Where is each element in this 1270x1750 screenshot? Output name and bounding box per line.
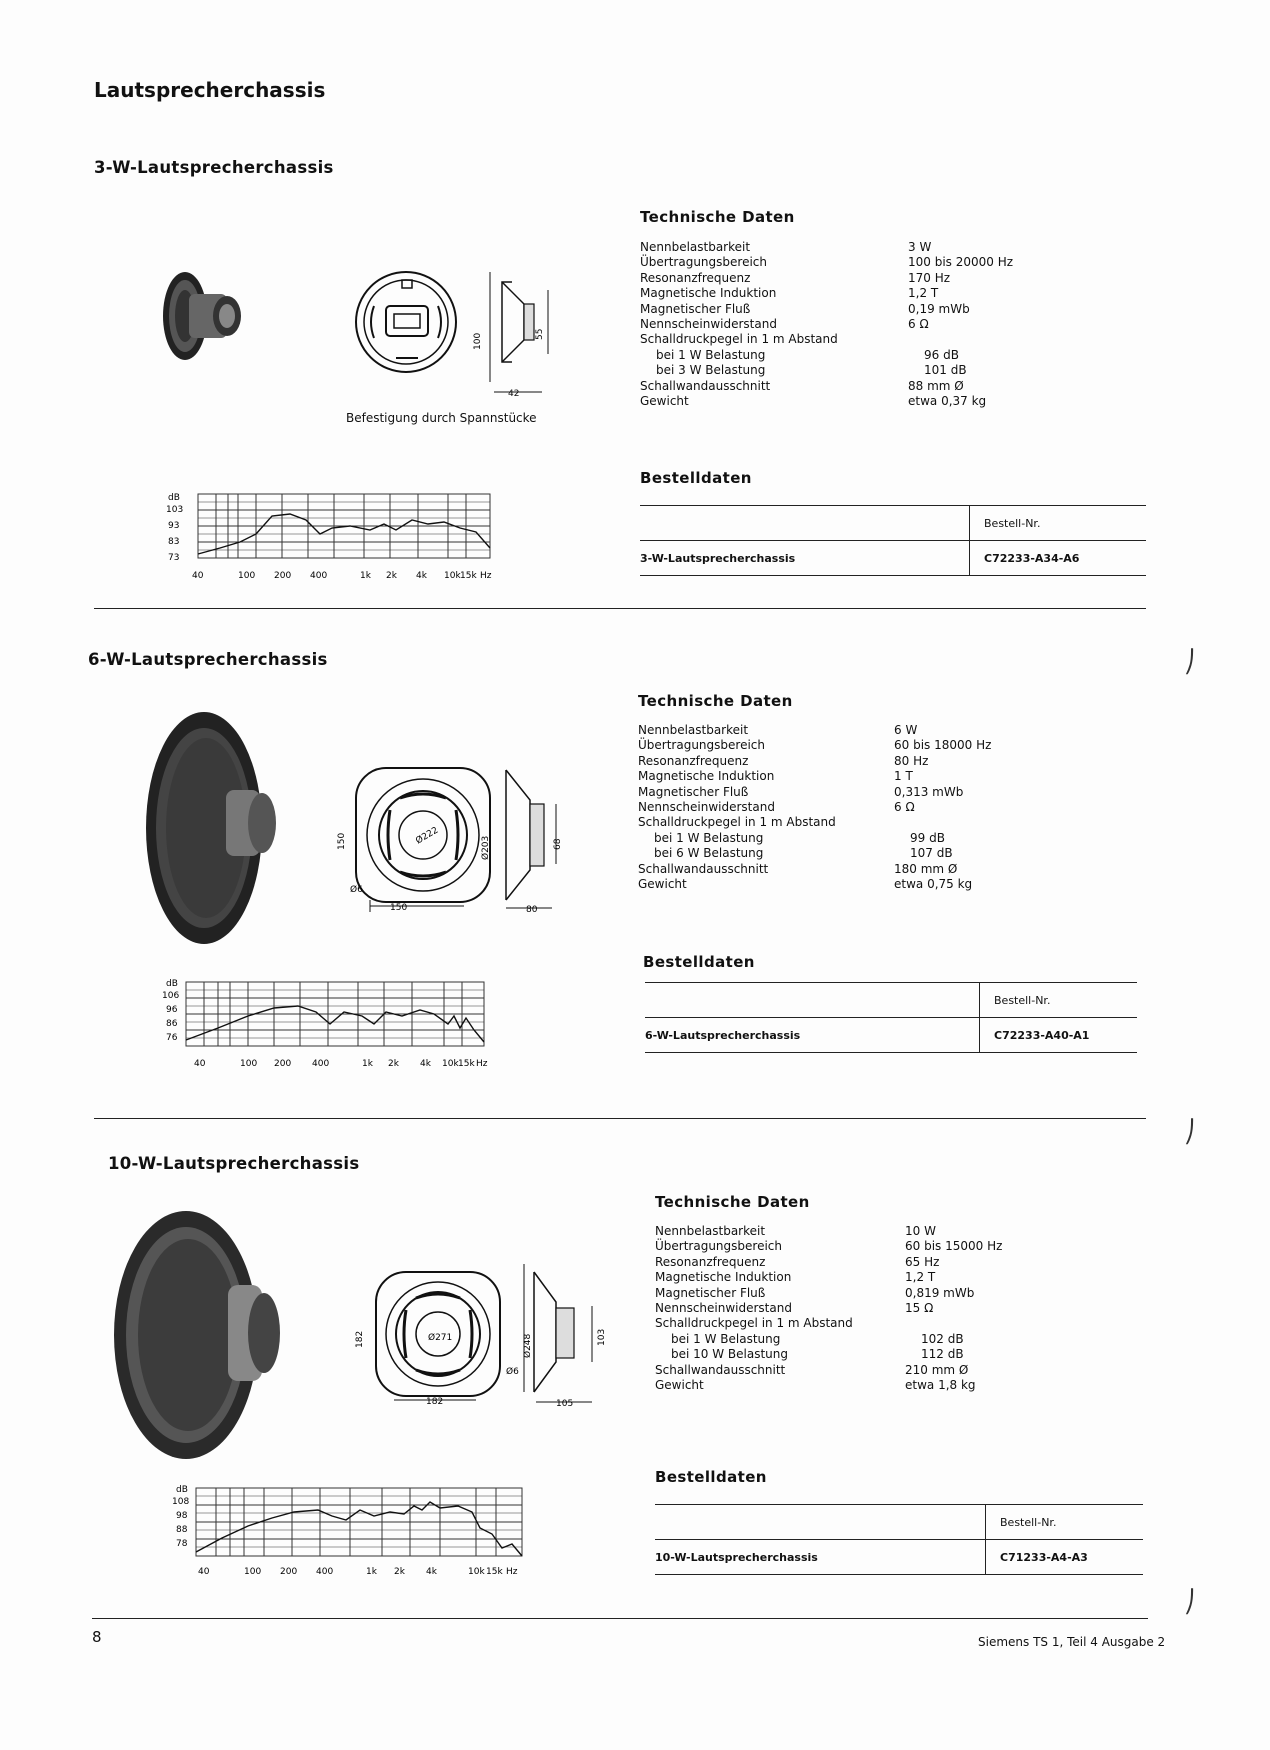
order-heading-10w: Bestelldaten xyxy=(655,1468,767,1486)
dim-105: 105 xyxy=(556,1399,574,1409)
spec-label: bei 1 W Belastung xyxy=(654,830,764,845)
spec-label: bei 3 W Belastung xyxy=(656,363,766,378)
chart-x-tick: 40 xyxy=(198,1567,210,1577)
frequency-response-chart-6w xyxy=(158,976,538,1072)
chart-x-tick: 40 xyxy=(194,1059,206,1069)
chart-x-tick: 10k xyxy=(442,1059,459,1069)
spec-label: Magnetische Induktion xyxy=(640,286,777,301)
speaker-photo-6w xyxy=(140,710,280,950)
spec-value: 101 dB xyxy=(924,363,967,378)
order-number: C72233-A40-A1 xyxy=(980,1018,1138,1053)
spec-value: 112 dB xyxy=(921,1347,964,1362)
dimension-drawing-6w xyxy=(330,760,570,920)
order-number-header: Bestell-Nr. xyxy=(980,983,1138,1018)
chart-x-tick: 10k xyxy=(468,1567,485,1577)
spec-value: 102 dB xyxy=(921,1331,964,1346)
chart-x-tick: 4k xyxy=(420,1059,431,1069)
dim-68: 68 xyxy=(553,838,563,850)
order-number-header: Bestell-Nr. xyxy=(970,506,1147,541)
page-number: 8 xyxy=(92,1628,102,1646)
chart-x-tick: 15k xyxy=(458,1059,475,1069)
order-heading-6w: Bestelldaten xyxy=(643,953,755,971)
dimension-drawing-10w xyxy=(356,1262,616,1412)
spec-label: Nennscheinwiderstand xyxy=(638,800,775,815)
chart-y-tick: 106 xyxy=(162,991,180,1001)
tech-heading-6w: Technische Daten xyxy=(638,692,793,710)
section-divider xyxy=(94,608,1146,609)
spec-label: Magnetischer Fluß xyxy=(640,301,751,316)
dim-150-v: 150 xyxy=(337,832,347,850)
chart-y-tick: 93 xyxy=(168,521,180,531)
dim-d222: Ø222 xyxy=(414,825,441,847)
chart-y-tick: 76 xyxy=(166,1033,178,1043)
spec-label: Schallwandausschnitt xyxy=(638,861,769,876)
chart-x-tick: 200 xyxy=(274,571,292,581)
tech-heading-10w: Technische Daten xyxy=(655,1193,810,1211)
chart-x-tick: 100 xyxy=(238,571,256,581)
chart-x-tick: 200 xyxy=(274,1059,292,1069)
spec-label: Übertragungsbereich xyxy=(638,738,765,753)
chart-y-tick: 98 xyxy=(176,1511,188,1521)
chart-x-tick: 4k xyxy=(426,1567,437,1577)
order-product-name: 3-W-Lautsprecherchassis xyxy=(640,541,970,576)
dimension-drawing-3w xyxy=(356,270,596,410)
order-table-6w xyxy=(645,982,1137,1053)
dim-d248: Ø248 xyxy=(523,1333,533,1358)
spec-value: etwa 1,8 kg xyxy=(905,1378,976,1393)
spec-value: 1 T xyxy=(894,769,913,784)
dim-55: 55 xyxy=(535,328,545,340)
binding-mark: ⎠ xyxy=(1184,650,1195,675)
spec-label: Gewicht xyxy=(638,877,687,892)
mounting-caption: Befestigung durch Spannstücke xyxy=(346,411,537,425)
spec-label: Magnetischer Fluß xyxy=(655,1285,766,1300)
spec-label: Nennbelastbarkeit xyxy=(655,1224,766,1238)
specs-6w xyxy=(638,723,991,892)
frequency-response-chart-10w xyxy=(168,1482,548,1578)
chart-x-tick: 2k xyxy=(386,571,397,581)
spec-value: 80 Hz xyxy=(894,753,929,768)
spec-value: 210 mm Ø xyxy=(905,1362,969,1377)
chart-x-tick: Hz xyxy=(480,571,492,581)
order-number-header: Bestell-Nr. xyxy=(986,1505,1144,1540)
spec-value: 15 Ω xyxy=(905,1301,934,1316)
dim-d6: Ø6 xyxy=(350,885,363,895)
chart-x-tick: 400 xyxy=(310,571,328,581)
chart-y-tick: 96 xyxy=(166,1005,178,1015)
spec-value: 0,819 mWb xyxy=(905,1285,975,1300)
speaker-photo-3w xyxy=(155,268,265,388)
spec-value: 0,19 mWb xyxy=(908,301,970,316)
chart-x-tick: 40 xyxy=(192,571,204,581)
chart-y-tick: 78 xyxy=(176,1539,188,1549)
spec-value: 60 bis 15000 Hz xyxy=(905,1239,1003,1254)
dim-d6: Ø6 xyxy=(506,1367,519,1377)
page-title: Lautsprecherchassis xyxy=(94,78,326,102)
order-table-3w xyxy=(640,505,1146,576)
section-divider xyxy=(94,1118,1146,1119)
spec-label: Magnetische Induktion xyxy=(638,769,775,784)
spec-label: Magnetische Induktion xyxy=(655,1270,792,1285)
specs-3w xyxy=(640,240,1013,409)
spec-label: Nennscheinwiderstand xyxy=(640,317,777,332)
spec-label: bei 10 W Belastung xyxy=(671,1347,788,1362)
chart-x-tick: 15k xyxy=(460,571,477,581)
spec-label: Nennbelastbarkeit xyxy=(640,240,751,254)
dim-103: 103 xyxy=(597,1328,607,1346)
spec-label: Resonanzfrequenz xyxy=(640,270,751,285)
chart-x-tick: 100 xyxy=(240,1059,258,1069)
spec-label: Nennscheinwiderstand xyxy=(655,1301,792,1316)
spec-value: 60 bis 18000 Hz xyxy=(894,738,992,753)
chart-x-tick: 4k xyxy=(416,571,427,581)
dim-150-h: 150 xyxy=(390,903,408,913)
spec-value: 88 mm Ø xyxy=(908,378,964,393)
chart-x-tick: 200 xyxy=(280,1567,298,1577)
chart-y-tick: 88 xyxy=(176,1525,188,1535)
chart-x-tick: 400 xyxy=(316,1567,334,1577)
spec-label: Schallwandausschnitt xyxy=(640,378,771,393)
order-number: C71233-A4-A3 xyxy=(986,1540,1144,1575)
spec-value: 180 mm Ø xyxy=(894,861,958,876)
footer-reference: Siemens TS 1, Teil 4 Ausgabe 2 xyxy=(978,1635,1166,1649)
chart-y-unit: dB xyxy=(166,979,178,989)
chart-x-tick: 2k xyxy=(388,1059,399,1069)
dim-d271: Ø271 xyxy=(428,1333,453,1343)
spec-label: Gewicht xyxy=(640,394,689,409)
chart-y-unit: dB xyxy=(176,1485,188,1495)
spec-value: 170 Hz xyxy=(908,270,951,285)
chart-x-tick: 100 xyxy=(244,1567,262,1577)
spec-label: Gewicht xyxy=(655,1378,704,1393)
binding-mark: ⎠ xyxy=(1184,1590,1195,1615)
chart-y-tick: 83 xyxy=(168,537,180,547)
spec-value: 65 Hz xyxy=(905,1254,940,1269)
chart-x-tick: 10k xyxy=(444,571,461,581)
chart-x-tick: 15k xyxy=(486,1567,503,1577)
chart-y-tick: 86 xyxy=(166,1019,178,1029)
chart-x-tick: Hz xyxy=(506,1567,518,1577)
chart-y-tick: 108 xyxy=(172,1497,190,1507)
dim-80: 80 xyxy=(526,905,538,915)
spec-label: bei 6 W Belastung xyxy=(654,846,764,861)
spec-value: 6 Ω xyxy=(894,800,915,815)
chart-x-tick: 2k xyxy=(394,1567,405,1577)
spec-label: Übertragungsbereich xyxy=(655,1239,782,1254)
order-table-10w xyxy=(655,1504,1143,1575)
dim-182-v: 182 xyxy=(355,1330,365,1348)
specs-10w xyxy=(655,1224,1002,1393)
spec-value: 100 bis 20000 Hz xyxy=(908,255,1014,270)
order-product-name: 6-W-Lautsprecherchassis xyxy=(645,1018,980,1053)
chart-x-tick: 1k xyxy=(362,1059,373,1069)
chart-y-unit: dB xyxy=(168,493,180,503)
chart-x-tick: 1k xyxy=(360,571,371,581)
speaker-photo-10w xyxy=(108,1205,288,1465)
chart-x-tick: Hz xyxy=(476,1059,488,1069)
chart-x-tick: 1k xyxy=(366,1567,377,1577)
section-title-3w: 3-W-Lautsprecherchassis xyxy=(94,158,334,177)
spec-label: Übertragungsbereich xyxy=(640,255,767,270)
section-title-10w: 10-W-Lautsprecherchassis xyxy=(108,1154,360,1173)
spec-value: 99 dB xyxy=(910,830,945,845)
order-heading-3w: Bestelldaten xyxy=(640,469,752,487)
spec-value: 3 W xyxy=(908,240,932,254)
frequency-response-chart-3w xyxy=(160,488,540,584)
spec-value: 107 dB xyxy=(910,846,953,861)
spec-value: 1,2 T xyxy=(905,1270,936,1285)
spec-label: Magnetischer Fluß xyxy=(638,784,749,799)
spec-value: 10 W xyxy=(905,1224,936,1238)
spec-value: etwa 0,75 kg xyxy=(894,877,973,892)
spec-label: Resonanzfrequenz xyxy=(638,753,749,768)
footer-divider xyxy=(92,1618,1148,1619)
spec-value: 6 Ω xyxy=(908,317,929,332)
chart-y-tick: 73 xyxy=(168,553,180,563)
spec-label: Schallwandausschnitt xyxy=(655,1362,786,1377)
spec-value: etwa 0,37 kg xyxy=(908,394,987,409)
order-product-name: 10-W-Lautsprecherchassis xyxy=(655,1540,986,1575)
spec-label: Schalldruckpegel in 1 m Abstand xyxy=(655,1316,853,1331)
tech-heading-3w: Technische Daten xyxy=(640,208,795,226)
dim-100: 100 xyxy=(473,332,483,350)
spec-label: Schalldruckpegel in 1 m Abstand xyxy=(640,332,838,347)
order-number: C72233-A34-A6 xyxy=(970,541,1147,576)
dim-182-h: 182 xyxy=(426,1397,444,1407)
spec-value: 6 W xyxy=(894,723,918,737)
spec-value: 0,313 mWb xyxy=(894,784,964,799)
spec-label: bei 1 W Belastung xyxy=(671,1331,781,1346)
section-title-6w: 6-W-Lautsprecherchassis xyxy=(88,650,328,669)
dim-42: 42 xyxy=(508,389,520,399)
spec-value: 96 dB xyxy=(924,347,959,362)
spec-label: Nennbelastbarkeit xyxy=(638,723,749,737)
binding-mark: ⎠ xyxy=(1184,1120,1195,1145)
chart-x-tick: 400 xyxy=(312,1059,330,1069)
chart-y-tick: 103 xyxy=(166,505,184,515)
spec-label: bei 1 W Belastung xyxy=(656,347,766,362)
dim-d203: Ø203 xyxy=(481,835,491,860)
spec-label: Schalldruckpegel in 1 m Abstand xyxy=(638,815,836,830)
spec-value: 1,2 T xyxy=(908,286,939,301)
spec-label: Resonanzfrequenz xyxy=(655,1254,766,1269)
